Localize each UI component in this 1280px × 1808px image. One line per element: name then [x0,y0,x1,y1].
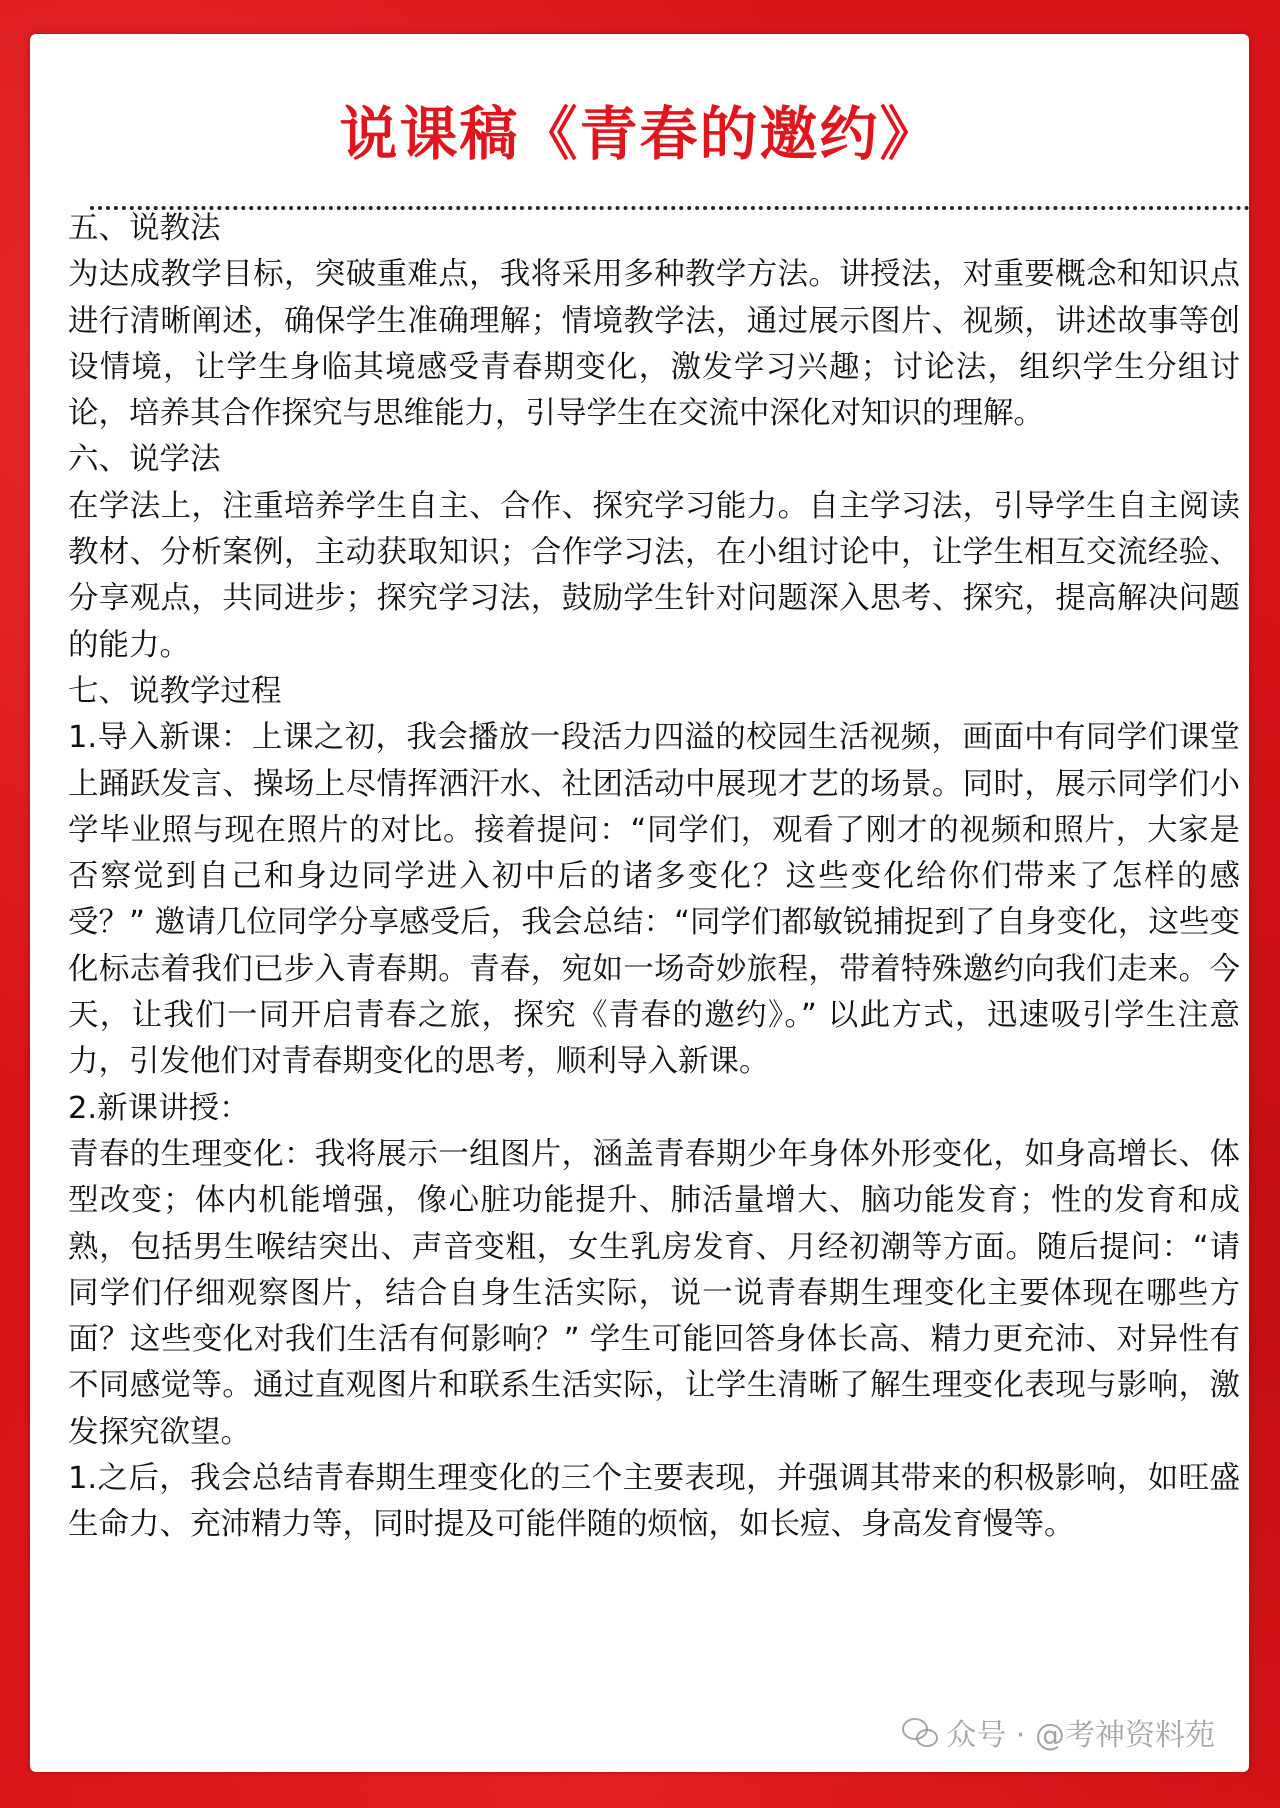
paragraph-summary: 1.之后，我会总结青春期生理变化的三个主要表现，并强调其带来的积极影响，如旺盛生命力、充沛精力等，同时提及可能伴随的烦恼，如长痘、身高发育慢等。 [68,1461,1240,1543]
page-title: 说课稿《青春的邀约》 [339,100,940,168]
paragraph-learning-method: 在学法上，注重培养学生自主、合作、探究学习能力。自主学习法，引导学生自主阅读教材、分析案例，主动获取知识；合作学习法，在小组讨论中，让学生相互交流经验、分享观点，共同进步；探究学习法，鼓励学生针对问题深入思考、探究，提高解决问题的能力。 [68,488,1240,663]
document-body [68,206,1240,1549]
subheading-new-lesson: 2.新课讲授： [68,1090,250,1126]
section-heading-learning-method: 六、说学法 [68,442,221,478]
paragraph-introduction: 1.导入新课：上课之初，我会播放一段活力四溢的校园生活视频，画面中有同学们课堂上踊跃发言、操场上尽情挥洒汗水、社团活动中展现才艺的场景。同时，展示同学们小学毕业照与现在照片的对比。接着提问：“同学们，观看了刚才的视频和照片，大家是否察觉到自己和身边同学进入初中后的诸多变化？这些变化给你们带来了怎样的感受？” 邀请几位同学分享感受后，我会总结：“同学们都敏锐捕捉到了自身变化，这些变化标志着我们已步入青春期。青春，宛如一场奇妙旅程，带着特殊邀约向我们走来。今天，让我们一同开启青春之旅，探究《青春的邀约》。” 以此方式，迅速吸引学生注意力，引发他们对青春期变化的思考，顺利导入新课。 [68,720,1240,1080]
paragraph-physiological-changes: 青春的生理变化：我将展示一组图片，涵盖青春期少年身体外形变化，如身高增长、体型改变；体内机能增强，像心脏功能提升、肺活量增大、脑功能发育；性的发育和成熟，包括男生喉结突出、声音变粗，女生乳房发育、月经初潮等方面。随后提问：“请同学们仔细观察图片，结合自身生活实际，说一说青春期生理变化主要体现在哪些方面？这些变化对我们生活有何影响？” 学生可能回答身体长高、精力更充沛、对异性有不同感觉等。通过直观图片和联系生活实际，让学生清晰了解生理变化表现与影响，激发探究欲望。 [68,1136,1240,1450]
section-heading-teaching-method: 五、说教法 [68,211,221,246]
section-heading-teaching-process: 七、说教学过程 [68,673,282,709]
paragraph-teaching-method: 为达成教学目标，突破重难点，我将采用多种教学方法。讲授法，对重要概念和知识点进行清晰阐述，确保学生准确理解；情境教学法，通过展示图片、视频，讲述故事等创设情境，让学生身临其境感受青春期变化，激发学习兴趣；讨论法，组织学生分组讨论，培养其合作探究与思维能力，引导学生在交流中深化对知识的理解。 [68,257,1240,432]
watermark [902,1710,1215,1754]
wechat-icon [902,1718,936,1746]
document-card [30,34,1249,1772]
watermark-text: 众号 · @考神资料苑 [946,1718,1215,1753]
